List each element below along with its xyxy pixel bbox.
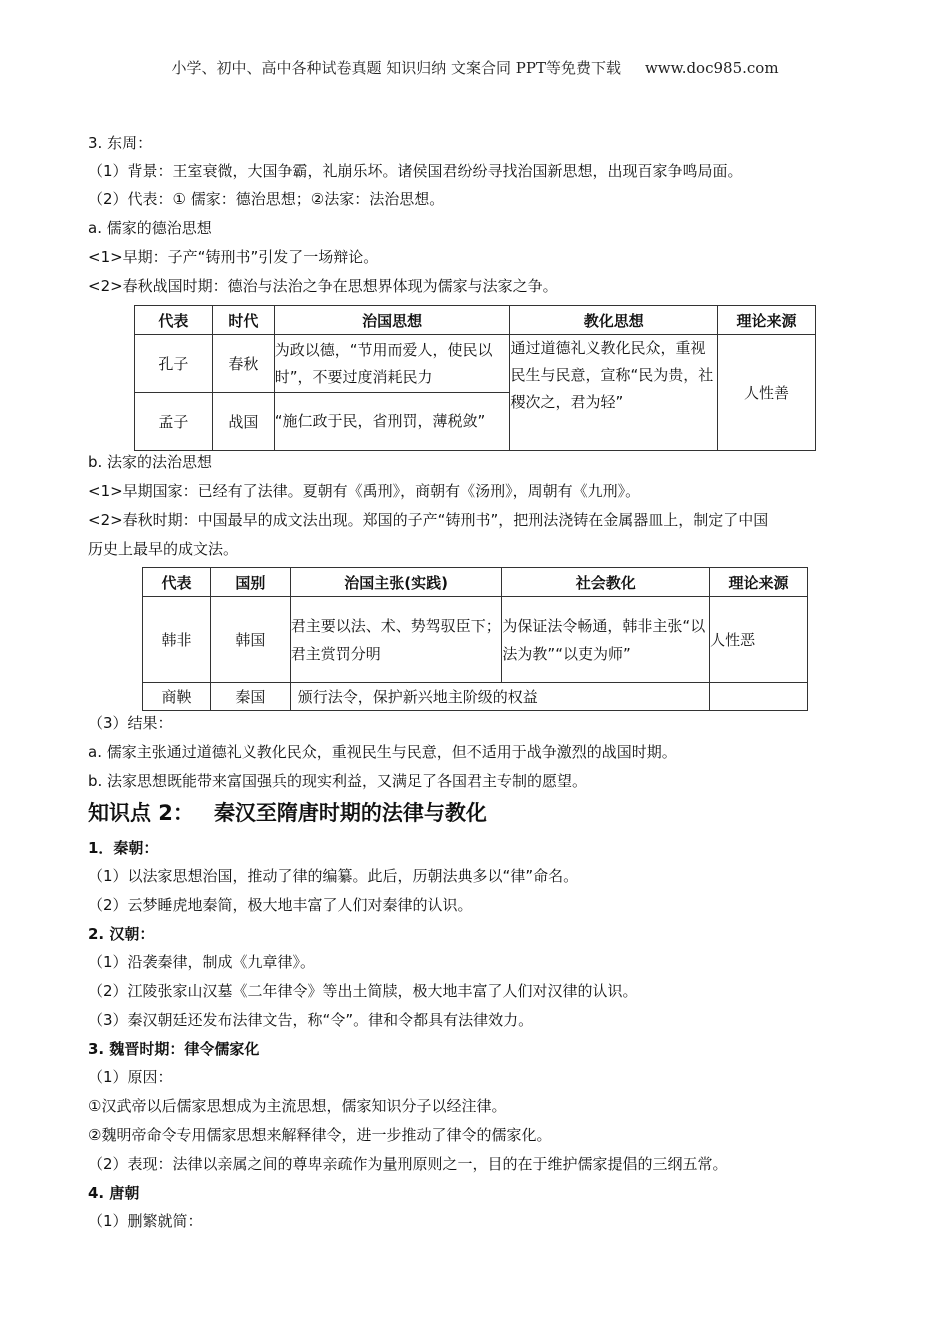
legalist-table xyxy=(142,567,808,711)
table-cell xyxy=(710,683,808,711)
qin-line-1: （1）以法家思想治国，推动了律的编纂。此后，历朝法典多以“律”命名。 xyxy=(88,867,579,885)
table-row xyxy=(143,597,808,683)
table-cell: 韩非 xyxy=(143,597,211,683)
table-cell: 人性善 xyxy=(718,335,816,451)
table-cell: 秦国 xyxy=(210,683,290,711)
table-cell: 为保证法令畅通，韩非主张“以法为教”“以吏为师” xyxy=(502,597,710,683)
table-cell: 君主要以法、术、势驾驭臣下；君主赏罚分明 xyxy=(290,597,502,683)
han-line-3: （3）秦汉朝廷还发布法律文告，称“令”。律和令都具有法律效力。 xyxy=(88,1011,534,1029)
table-cell: 孔子 xyxy=(135,335,213,393)
header-text: 小学、初中、高中各种试卷真题 知识归纳 文案合同 PPT等免费下载 xyxy=(171,59,621,77)
table-header: 时代 xyxy=(212,306,274,335)
wei-line-4: （2）表现：法律以亲属之间的尊卑亲疏作为量刑原则之一，目的在于维护儒家提倡的三纲五常。 xyxy=(88,1155,728,1173)
knowledge-point-2-heading xyxy=(88,800,487,826)
table-cell: 颁行法令，保护新兴地主阶级的权益 xyxy=(290,683,709,711)
table-header: 国别 xyxy=(210,568,290,597)
legalist-early-line: <1>早期国家：已经有了法律。夏朝有《禹刑》，商朝有《汤刑》，周朝有《九刑》。 xyxy=(88,482,641,500)
table-header: 治国思想 xyxy=(274,306,510,335)
table-header: 理论来源 xyxy=(710,568,808,597)
page-header xyxy=(0,57,950,78)
qin-title: 1．秦朝： xyxy=(88,839,159,857)
legalist-spring-line-1: <2>春秋时期：中国最早的成文法出现。郑国的子产“铸刑书”，把刑法浇铸在金属器皿上，制定了中国 xyxy=(88,511,769,529)
wei-line-2: ①汉武帝以后儒家思想成为主流思想，儒家知识分子以经注律。 xyxy=(88,1097,507,1115)
kp2-label: 知识点 2： xyxy=(88,801,194,825)
table-cell: 战国 xyxy=(212,393,274,451)
table-header: 治国主张(实践) xyxy=(290,568,502,597)
table-cell: “施仁政于民，省刑罚，薄税敛” xyxy=(274,393,510,451)
wei-title: 3. 魏晋时期：律令儒家化 xyxy=(88,1040,260,1058)
table-cell: 春秋 xyxy=(212,335,274,393)
legalist-spring-line-2: 历史上最早的成文法。 xyxy=(88,540,239,558)
header-url[interactable]: www.doc985.com xyxy=(644,59,779,77)
table-header: 代表 xyxy=(143,568,211,597)
table-header: 教化思想 xyxy=(510,306,718,335)
result-b: b. 法家思想既能带来富国强兵的现实利益，又满足了各国君主专制的愿望。 xyxy=(88,772,588,790)
confucian-period-line: <2>春秋战国时期：德治与法治之争在思想界体现为儒家与法家之争。 xyxy=(88,277,558,295)
confucian-subtitle: a. 儒家的德治思想 xyxy=(88,219,212,237)
table-cell: 韩国 xyxy=(210,597,290,683)
han-line-2: （2）江陵张家山汉墓《二年律令》等出土简牍，极大地丰富了人们对汉律的认识。 xyxy=(88,982,638,1000)
legalist-subtitle: b. 法家的法治思想 xyxy=(88,453,213,471)
table-header-row xyxy=(135,306,816,335)
result-a: a. 儒家主张通过道德礼义教化民众，重视民生与民意，但不适用于战争激烈的战国时期。 xyxy=(88,743,677,761)
qin-line-2: （2）云梦睡虎地秦简，极大地丰富了人们对秦律的认识。 xyxy=(88,896,473,914)
table-cell: 商鞅 xyxy=(143,683,211,711)
table-cell: 通过道德礼义教化民众，重视民生与民意，宣称“民为贵，社稷次之，君为轻” xyxy=(510,335,718,451)
table-header: 理论来源 xyxy=(718,306,816,335)
table-cell: 为政以德，“节用而爱人，使民以时”，不要过度消耗民力 xyxy=(274,335,510,393)
tang-line-1: （1）删繁就简： xyxy=(88,1212,203,1230)
table-header: 社会教化 xyxy=(502,568,710,597)
han-title: 2. 汉朝： xyxy=(88,925,155,943)
result-title: （3）结果： xyxy=(88,714,173,732)
confucian-table xyxy=(134,305,816,451)
table-header: 代表 xyxy=(135,306,213,335)
table-cell: 孟子 xyxy=(135,393,213,451)
table-row xyxy=(135,335,816,393)
tang-title: 4. 唐朝 xyxy=(88,1184,140,1202)
background-line: （1）背景：王室衰微，大国争霸，礼崩乐坏。诸侯国君纷纷寻找治国新思想，出现百家争鸣局面。 xyxy=(88,162,743,180)
table-row xyxy=(143,683,808,711)
kp2-title: 秦汉至隋唐时期的法律与教化 xyxy=(213,801,487,825)
wei-line-1: （1）原因： xyxy=(88,1068,173,1086)
han-line-1: （1）沿袭秦律，制成《九章律》。 xyxy=(88,953,316,971)
table-cell: 人性恶 xyxy=(710,597,808,683)
representatives-line: （2）代表：① 儒家：德治思想；②法家：法治思想。 xyxy=(88,190,445,208)
confucian-early-line: <1>早期：子产“铸刑书”引发了一场辩论。 xyxy=(88,248,379,266)
section-east-zhou-title: 3. 东周： xyxy=(88,134,153,152)
wei-line-3: ②魏明帝命令专用儒家思想来解释律令，进一步推动了律令的儒家化。 xyxy=(88,1126,552,1144)
table-header-row xyxy=(143,568,808,597)
